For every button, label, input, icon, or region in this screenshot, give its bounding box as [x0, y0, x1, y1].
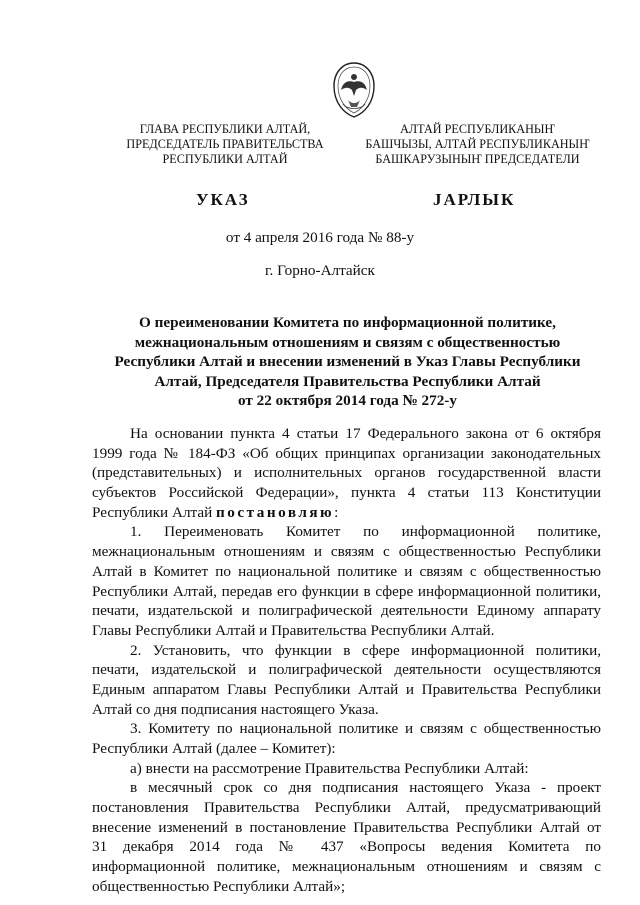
- body-line: 1999 года № 184-ФЗ «Об общих принципах организации законодательных: [92, 444, 601, 462]
- subject-line: Республики Алтай и внесении изменений в Указ Главы Республики: [114, 353, 581, 371]
- body-line: 2. Установить, что функции в сфере информационной политики,: [130, 641, 601, 659]
- body-line: Республики Алтай, передав его функции в сфере информационной политики,: [92, 582, 601, 600]
- body-line: в месячный срок со дня подписания настоящего Указа - проект: [130, 779, 601, 797]
- header-right-line: БАШКАРУЗЫНЫҤ ПРЕДСЕДАТЕЛИ: [375, 152, 580, 166]
- decree-subject-heading: [95, 313, 600, 411]
- body-line: 31 декабря 2014 года № 437 «Вопросы ведения Комитета по: [92, 838, 601, 856]
- subject-line: Алтай, Председателя Правительства Республики Алтай: [154, 372, 541, 390]
- body-line: Республики Алтай (далее – Комитет):: [92, 740, 336, 757]
- body-line: 1. Переименовать Комитет по информационной политике,: [130, 523, 601, 541]
- header-left-line: РЕСПУБЛИКИ АЛТАЙ: [162, 152, 288, 166]
- decree-body: [92, 424, 601, 897]
- body-line: 3. Комитету по национальной политике и связям с общественностью: [130, 720, 601, 738]
- header-right-authority: [355, 122, 600, 167]
- body-line: (представительных) и исполнительных органов государственной власти: [92, 464, 601, 482]
- body-line: внесение изменений в постановление Правительства Республики Алтай от: [92, 818, 601, 836]
- body-line: печати, издательской и полиграфической деятельности осуществляются: [92, 661, 601, 679]
- decree-word-postanovlyayu: постановляю: [216, 503, 335, 521]
- body-line: субъектов Российской Федерации», пункта 4 статьи 113 Конституции: [92, 484, 601, 502]
- header-left-authority: [110, 122, 340, 167]
- header-left-line: ПРЕДСЕДАТЕЛЬ ПРАВИТЕЛЬСТВА: [126, 137, 324, 151]
- coat-of-arms-emblem: [329, 60, 379, 120]
- body-line: Алтай в Комитет по национальной политике и связям с общественностью: [92, 562, 601, 580]
- body-line: печати, издательской и полиграфической деятельности Единому аппарату: [92, 602, 601, 620]
- body-line: На основании пункта 4 статьи 17 Федерального закона от 6 октября: [130, 425, 601, 442]
- body-line: общественностью Республики Алтай»;: [92, 877, 346, 895]
- subject-line: межнациональным отношениям и связям с общественностью: [134, 333, 561, 351]
- decree-city: г. Горно-Алтайск: [265, 262, 375, 279]
- decree-clause-prefix: Республики Алтай: [92, 503, 217, 521]
- body-line: постановления Правительства Республики Алтай, предусматривающий: [92, 799, 601, 817]
- header-right-line: БАШЧЫЗЫ, АЛТАЙ РЕСПУБЛИКАНЫҤ: [365, 137, 590, 151]
- decree-clause-suffix: :: [334, 503, 339, 521]
- title-ukaz: УКАЗ: [196, 190, 250, 209]
- body-line: межнациональным отношениям и связям с общественностью Республики: [92, 543, 601, 561]
- body-line: а) внести на рассмотрение Правительства Республики Алтай:: [130, 759, 529, 777]
- body-line: Алтай со дня подписания настоящего Указа.: [92, 700, 379, 718]
- body-line: Единым аппаратом Главы Республики Алтай и Правительства Республики: [92, 680, 601, 698]
- decree-date-number: от 4 апреля 2016 года № 88-у: [225, 229, 415, 246]
- subject-line: от 22 октября 2014 года № 272-у: [238, 392, 457, 410]
- header-left-line: ГЛАВА РЕСПУБЛИКИ АЛТАЙ,: [139, 122, 311, 136]
- subject-line: О переименовании Комитета по информационной политике,: [139, 314, 556, 331]
- body-line: Главы Республики Алтай и Правительства Республики Алтай.: [92, 621, 495, 639]
- body-line-decree-clause: [92, 503, 601, 523]
- body-line: информационной политике, межнациональным отношениям и связям с: [92, 858, 601, 876]
- title-jarlyk: ЈАРЛЫК: [433, 190, 516, 209]
- header-right-line: АЛТАЙ РЕСПУБЛИКАНЫҤ: [400, 122, 555, 136]
